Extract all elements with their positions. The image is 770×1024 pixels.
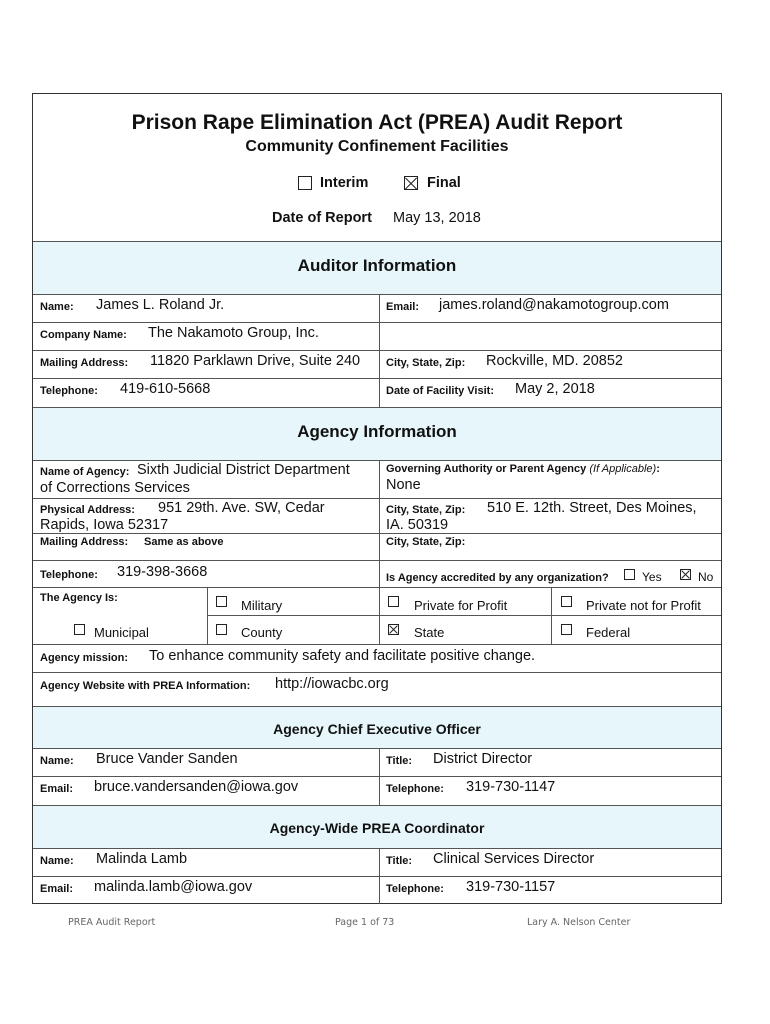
- agency-city-line2: IA. 50319: [386, 517, 449, 533]
- mission-value: To enhance community safety and facilitate positive change.: [149, 648, 536, 664]
- type-private-profit-checkbox[interactable]: [388, 596, 399, 607]
- type-private-profit-label: Private for Profit: [414, 598, 508, 613]
- auditor-mailing-label: Mailing Address:: [40, 357, 129, 369]
- visit-date: May 2, 2018: [515, 381, 595, 397]
- coordinator-title-label: Title:: [386, 855, 413, 867]
- company-name-label: Company Name:: [40, 329, 127, 341]
- governing-value: None: [386, 477, 421, 493]
- coordinator-heading: Agency-Wide PREA Coordinator: [269, 820, 485, 836]
- final-checkbox[interactable]: [404, 176, 418, 190]
- type-military-checkbox[interactable]: [216, 596, 227, 607]
- ceo-heading: Agency Chief Executive Officer: [273, 721, 481, 737]
- governing-label: Governing Authority or Parent Agency (If Applicable):: [386, 463, 660, 475]
- type-military-label: Military: [241, 598, 283, 613]
- agency-phone-label: Telephone:: [40, 569, 98, 581]
- final-label: Final: [427, 175, 461, 191]
- type-state-checkbox[interactable]: [388, 624, 399, 635]
- auditor-phone: 419-610-5668: [120, 381, 211, 397]
- type-private-nonprofit-label: Private not for Profit: [586, 598, 701, 613]
- auditor-name-label: Name:: [40, 301, 74, 313]
- agency-city2-label: City, State, Zip:: [386, 536, 466, 548]
- agency-is-label: The Agency Is:: [40, 592, 118, 604]
- visit-date-label: Date of Facility Visit:: [386, 385, 494, 397]
- report-form: [32, 93, 722, 904]
- ceo-name: Bruce Vander Sanden: [96, 751, 238, 767]
- physical-address-label: Physical Address:: [40, 504, 135, 516]
- agency-city-line1: 510 E. 12th. Street, Des Moines,: [487, 500, 697, 516]
- ceo-phone: 319-730-1147: [466, 779, 556, 795]
- website-label: Agency Website with PREA Information:: [40, 680, 251, 692]
- ceo-name-label: Name:: [40, 755, 74, 767]
- coordinator-name-label: Name:: [40, 855, 74, 867]
- type-federal-checkbox[interactable]: [561, 624, 572, 635]
- report-title: Prison Rape Elimination Act (PREA) Audit Report: [131, 111, 623, 134]
- type-county-label: County: [241, 625, 283, 640]
- ceo-title: District Director: [433, 751, 533, 767]
- type-county-checkbox[interactable]: [216, 624, 227, 635]
- auditor-email: james.roland@nakamotogroup.com: [439, 297, 669, 313]
- website-link[interactable]: http://iowacbc.org: [275, 676, 389, 692]
- accredited-yes-checkbox[interactable]: [624, 569, 635, 580]
- agency-city-label: City, State, Zip:: [386, 504, 466, 516]
- agency-mailing: Same as above: [144, 536, 224, 548]
- agency-name-line1: Sixth Judicial District Department: [137, 462, 350, 478]
- type-municipal-checkbox[interactable]: [74, 624, 85, 635]
- coordinator-phone: 319-730-1157: [466, 879, 556, 895]
- ceo-email-label: Email:: [40, 783, 74, 795]
- coordinator-email: malinda.lamb@iowa.gov: [94, 879, 253, 895]
- footer-right: Lary A. Nelson Center: [527, 917, 631, 928]
- auditor-heading: Auditor Information: [297, 256, 457, 275]
- agency-name-line2: of Corrections Services: [40, 480, 190, 496]
- auditor-city-label: City, State, Zip:: [386, 357, 466, 369]
- agency-phone: 319-398-3668: [117, 564, 208, 580]
- agency-heading: Agency Information: [297, 422, 457, 441]
- auditor-mailing: 11820 Parklawn Drive, Suite 240: [150, 353, 361, 369]
- report-subtitle: Community Confinement Facilities: [245, 138, 509, 155]
- coordinator-email-label: Email:: [40, 883, 74, 895]
- mission-label: Agency mission:: [40, 652, 129, 664]
- ceo-email: bruce.vandersanden@iowa.gov: [94, 779, 299, 795]
- type-state-label: State: [414, 625, 445, 640]
- physical-address-line2: Rapids, Iowa 52317: [40, 517, 169, 533]
- coordinator-phone-label: Telephone:: [386, 883, 444, 895]
- interim-label: Interim: [320, 175, 369, 191]
- company-name: The Nakamoto Group, Inc.: [148, 325, 319, 341]
- auditor-email-label: Email:: [386, 301, 420, 313]
- ceo-phone-label: Telephone:: [386, 783, 444, 795]
- coordinator-title: Clinical Services Director: [433, 851, 595, 867]
- physical-address-line1: 951 29th. Ave. SW, Cedar: [158, 500, 325, 516]
- accredited-yes-label: Yes: [642, 570, 662, 584]
- auditor-city: Rockville, MD. 20852: [486, 353, 623, 369]
- ceo-title-label: Title:: [386, 755, 413, 767]
- accredited-no-label: No: [698, 570, 714, 584]
- footer-page-number: Page 1 of 73: [335, 917, 395, 928]
- date-of-report-label: Date of Report: [272, 210, 372, 226]
- type-federal-label: Federal: [586, 625, 631, 640]
- agency-name-label: Name of Agency:: [40, 466, 130, 478]
- accredited-label: Is Agency accredited by any organization?: [386, 572, 609, 584]
- agency-mailing-label: Mailing Address:: [40, 536, 129, 548]
- type-municipal-label: Municipal: [94, 625, 149, 640]
- accredited-no-checkbox[interactable]: [680, 569, 691, 580]
- auditor-phone-label: Telephone:: [40, 385, 98, 397]
- footer-left: PREA Audit Report: [68, 917, 156, 928]
- auditor-name: James L. Roland Jr.: [96, 297, 225, 313]
- date-of-report-value: May 13, 2018: [393, 210, 481, 226]
- coordinator-name: Malinda Lamb: [96, 851, 188, 867]
- type-private-nonprofit-checkbox[interactable]: [561, 596, 572, 607]
- interim-checkbox[interactable]: [298, 176, 312, 190]
